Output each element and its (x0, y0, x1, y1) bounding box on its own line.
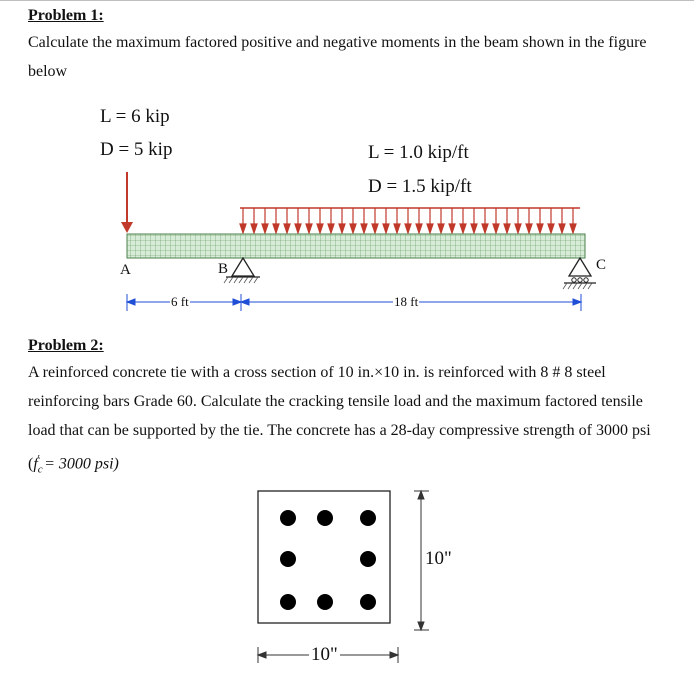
rebar (317, 594, 333, 610)
udl-arrow-head (460, 224, 466, 233)
problem2-line3: load that can be supported by the tie. The concrete has a 28-day compressive strength of 3000 psi (28, 422, 651, 439)
udl-arrow-head (284, 224, 290, 233)
udl-arrow-head (273, 224, 279, 233)
point-load-live: L = 6 kip (100, 106, 170, 127)
rebar (280, 594, 296, 610)
support-b-pin (224, 258, 260, 283)
udl-arrow-head (471, 224, 477, 233)
beam (127, 234, 585, 258)
udl-arrow-head (372, 224, 378, 233)
udl-arrow-head (306, 224, 312, 233)
label-b: B (218, 261, 229, 277)
tie-cross-section (258, 491, 390, 623)
udl-arrow-head (570, 224, 576, 233)
problem2-statement (28, 358, 678, 485)
rebar (360, 551, 376, 567)
problem1-statement-line1: Calculate the maximum factored positive and negative moments in the beam shown in the figure (28, 34, 647, 51)
udl-arrow-head (449, 224, 455, 233)
rebar (280, 510, 296, 526)
udl-arrow-head (240, 224, 246, 233)
udl-arrow-head (515, 224, 521, 233)
udl-arrow-head (295, 224, 301, 233)
udl-arrow-head (328, 224, 334, 233)
udl-arrow-head (339, 224, 345, 233)
udl-arrow-head (361, 224, 367, 233)
problem2-formula-value: = 3000 psi) (44, 455, 119, 473)
udl-arrow-head (251, 224, 257, 233)
distributed-load-dead: D = 1.5 kip/ft (368, 176, 472, 197)
support-c-roller (563, 258, 596, 289)
udl-arrow-head (548, 224, 554, 233)
dim-overhang: 6 ft (171, 294, 189, 309)
rebar (280, 551, 296, 567)
udl-arrow-head (405, 224, 411, 233)
udl-arrow-head (317, 224, 323, 233)
problem2-line1: A reinforced concrete tie with a cross section of 10 in.×10 in. is reinforced with 8 # 8 steel (28, 364, 606, 381)
udl-arrow-head (383, 224, 389, 233)
udl-arrow-head (394, 224, 400, 233)
udl-arrow-head (438, 224, 444, 233)
point-load-dead: D = 5 kip (100, 139, 173, 160)
udl-arrow-head (350, 224, 356, 233)
rebar (317, 510, 333, 526)
udl-arrow-head (482, 224, 488, 233)
dim-section-width: 10" (311, 644, 338, 665)
problem1-heading: Problem 1: (28, 7, 104, 24)
dim-span: 18 ft (394, 294, 419, 309)
distributed-load-live: L = 1.0 kip/ft (368, 142, 469, 163)
rebar (360, 510, 376, 526)
label-c: C (596, 257, 607, 273)
distributed-load (240, 208, 580, 233)
point-load-arrow (121, 172, 133, 233)
problem1-statement-line2: below (28, 63, 68, 80)
rebar (360, 594, 376, 610)
udl-arrow-head (493, 224, 499, 233)
udl-arrow-head (559, 224, 565, 233)
label-a: A (120, 262, 131, 278)
udl-arrow-head (416, 224, 422, 233)
dim-section-height: 10" (425, 548, 452, 569)
problem2-line2: reinforcing bars Grade 60. Calculate the cracking tensile load and the maximum factored tensile (28, 393, 643, 410)
udl-arrow-head (504, 224, 510, 233)
udl-arrow-head (262, 224, 268, 233)
problem2-heading: Problem 2: (28, 337, 104, 354)
udl-arrow-head (526, 224, 532, 233)
udl-arrow-head (427, 224, 433, 233)
dimension-lines (127, 294, 581, 311)
problem2-formula: ($f_c' = 3000$ psi) (28, 453, 119, 476)
udl-arrow-head (537, 224, 543, 233)
